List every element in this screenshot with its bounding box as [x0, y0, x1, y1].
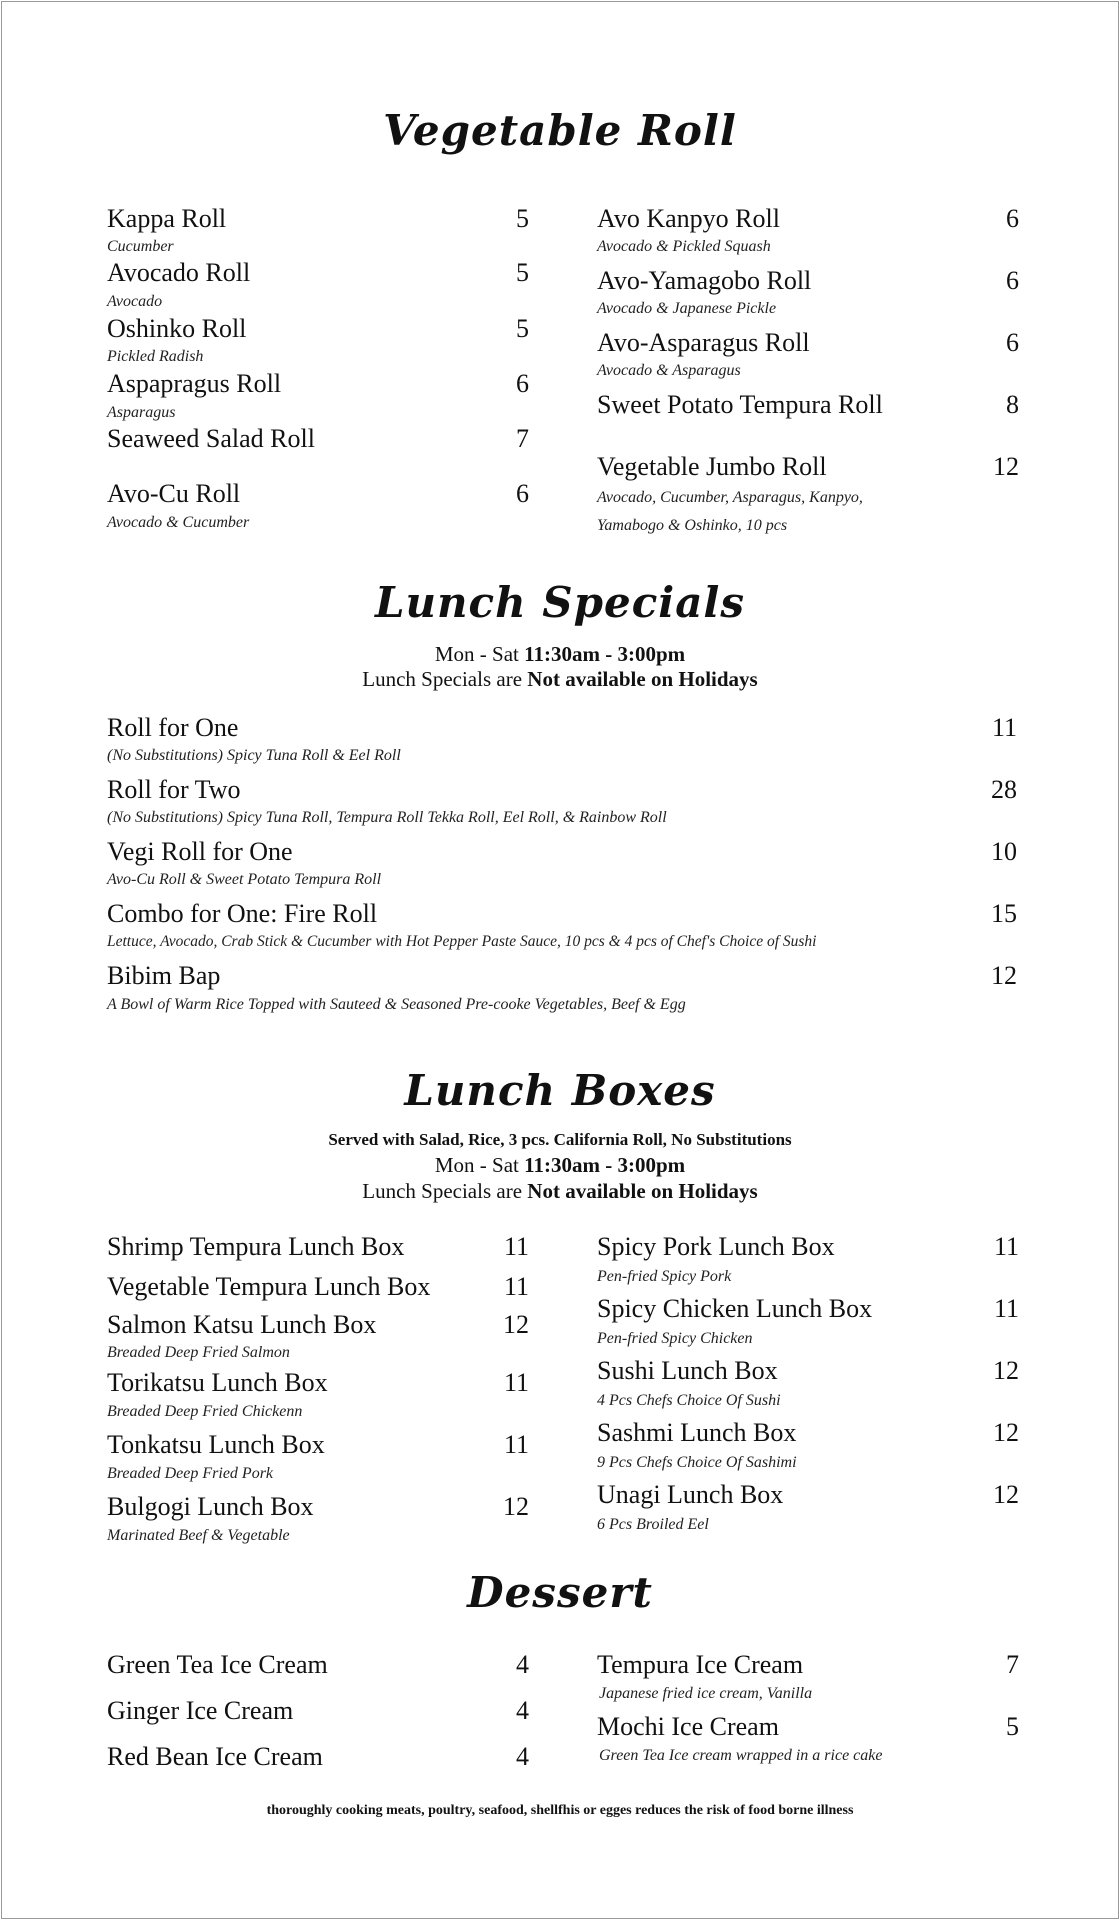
- menu-item-name: Sweet Potato Tempura Roll: [597, 390, 883, 419]
- menu-item-desc: Avocado & Cucumber: [107, 514, 250, 531]
- menu-item-price: 6: [1006, 328, 1019, 357]
- menu-item-desc: Avocado & Asparagus: [597, 362, 741, 379]
- menu-item-price: 11: [503, 1430, 529, 1459]
- menu-item-desc: Yamabogo & Oshinko, 10 pcs: [597, 517, 788, 534]
- hours-prefix: Mon - Sat: [434, 1153, 519, 1177]
- lunch-boxes-hours: [2, 1152, 1118, 1178]
- menu-item-desc: A Bowl of Warm Rice Topped with Sauteed & Seasoned Pre-cooke Vegetables, Beef & Egg: [107, 996, 686, 1013]
- menu-item-desc: Japanese fried ice cream, Vanilla: [599, 1685, 813, 1702]
- note-value: Not available on Holidays: [527, 667, 758, 691]
- menu-item-price: 11: [993, 1232, 1019, 1261]
- menu-item-name: Avo-Yamagobo Roll: [597, 266, 812, 295]
- menu-item-name: Oshinko Roll: [107, 314, 247, 343]
- menu-item-name: Unagi Lunch Box: [597, 1480, 784, 1509]
- menu-page: [1, 1, 1119, 1919]
- menu-item-desc: Pen-fried Spicy Pork: [597, 1268, 732, 1285]
- lunch-specials-hours: [2, 641, 1118, 667]
- menu-item-desc: Breaded Deep Fried Chickenn: [107, 1403, 303, 1420]
- hours-value: 11:30am - 3:00pm: [524, 1153, 686, 1177]
- menu-item-name: Kappa Roll: [107, 204, 227, 233]
- note-prefix: Lunch Specials are: [362, 1179, 523, 1203]
- menu-item-name: Tonkatsu Lunch Box: [107, 1430, 325, 1459]
- menu-item-price: 12: [503, 1492, 529, 1521]
- menu-item-price: 7: [516, 424, 529, 453]
- menu-item-name: Seaweed Salad Roll: [107, 424, 315, 453]
- menu-item-name: Avo-Asparagus Roll: [597, 328, 810, 357]
- menu-item-price: 12: [503, 1310, 529, 1339]
- menu-item-price: 4: [516, 1696, 529, 1725]
- menu-item-name: Roll for Two: [107, 775, 241, 804]
- lunch-boxes-note: [2, 1178, 1118, 1204]
- menu-item-name: Combo for One: Fire Roll: [107, 899, 378, 928]
- menu-item-name: Aspapragus Roll: [107, 369, 282, 398]
- menu-item-price: 6: [1006, 204, 1019, 233]
- menu-item-name: Avo Kanpyo Roll: [597, 204, 780, 233]
- menu-item-desc: 9 Pcs Chefs Choice Of Sashimi: [597, 1454, 797, 1471]
- hours-value: 11:30am - 3:00pm: [524, 642, 686, 666]
- menu-item-desc: (No Substitutions) Spicy Tuna Roll, Tempura Roll Tekka Roll, Eel Roll, & Rainbow Roll: [107, 809, 667, 826]
- food-safety-disclaimer: thoroughly cooking meats, poultry, seafood, shellfhis or egges reduces the risk of food borne illness: [266, 1803, 854, 1818]
- menu-item-desc: Avocado & Japanese Pickle: [597, 300, 777, 317]
- menu-item-price: 5: [516, 314, 529, 343]
- menu-item-name: Vegi Roll for One: [107, 837, 293, 866]
- menu-item-desc: Pen-fried Spicy Chicken: [597, 1330, 753, 1347]
- menu-item-desc: Pickled Radish: [107, 348, 204, 365]
- menu-item-price: 5: [516, 258, 529, 287]
- menu-item-price: 11: [503, 1232, 529, 1261]
- menu-item-desc: Green Tea Ice cream wrapped in a rice cake: [599, 1747, 883, 1764]
- menu-item-price: 11: [993, 1294, 1019, 1323]
- menu-item-name: Roll for One: [107, 713, 239, 742]
- menu-item-name: Torikatsu Lunch Box: [107, 1368, 328, 1397]
- menu-item-name: Spicy Chicken Lunch Box: [597, 1294, 873, 1323]
- menu-item-name: Sashmi Lunch Box: [597, 1418, 797, 1447]
- menu-item-desc: (No Substitutions) Spicy Tuna Roll & Eel Roll: [107, 747, 401, 764]
- menu-item-name: Salmon Katsu Lunch Box: [107, 1310, 377, 1339]
- note-prefix: Lunch Specials are: [362, 667, 523, 691]
- menu-item-desc: Lettuce, Avocado, Crab Stick & Cucumber with Hot Pepper Paste Sauce, 10 pcs & 4 pcs of Chef's Choice of Sushi: [107, 933, 817, 950]
- lunch-specials-note: [2, 666, 1118, 692]
- menu-item-price: 12: [993, 1418, 1019, 1447]
- menu-item-price: 6: [1006, 266, 1019, 295]
- menu-item-price: 12: [993, 452, 1019, 481]
- menu-item-price: 12: [993, 1480, 1019, 1509]
- menu-item-price: 11: [503, 1368, 529, 1397]
- menu-item-name: Tempura Ice Cream: [597, 1650, 804, 1679]
- menu-item-name: Avocado Roll: [107, 258, 251, 287]
- menu-item-name: Sushi Lunch Box: [597, 1356, 778, 1385]
- menu-item-desc: Avocado: [107, 293, 163, 310]
- menu-item-name: Bibim Bap: [107, 961, 221, 990]
- lunch-boxes-heading: Lunch Boxes: [404, 1066, 716, 1115]
- menu-item-name: Green Tea Ice Cream: [107, 1650, 328, 1679]
- menu-item-price: 6: [516, 479, 529, 508]
- lunch-specials-heading: Lunch Specials: [374, 578, 746, 627]
- menu-item-name: Red Bean Ice Cream: [107, 1742, 323, 1771]
- menu-item-price: 10: [991, 837, 1017, 866]
- menu-item-price: 28: [991, 775, 1017, 804]
- menu-item-desc: Avo-Cu Roll & Sweet Potato Tempura Roll: [107, 871, 382, 888]
- menu-item-name: Mochi Ice Cream: [597, 1712, 779, 1741]
- menu-item-price: 4: [516, 1742, 529, 1771]
- menu-item-price: 8: [1006, 390, 1019, 419]
- menu-item-price: 7: [1006, 1650, 1019, 1679]
- menu-item-name: Vegetable Jumbo Roll: [597, 452, 827, 481]
- hours-prefix: Mon - Sat: [434, 642, 519, 666]
- menu-item-price: 5: [1006, 1712, 1019, 1741]
- lunch-boxes-served: Served with Salad, Rice, 3 pcs. California Roll, No Substitutions: [328, 1130, 792, 1149]
- menu-item-desc: Avocado & Pickled Squash: [597, 238, 771, 255]
- menu-item-desc: 6 Pcs Broiled Eel: [597, 1516, 709, 1533]
- menu-item-name: Vegetable Tempura Lunch Box: [107, 1272, 431, 1301]
- menu-item-name: Spicy Pork Lunch Box: [597, 1232, 835, 1261]
- menu-item-price: 5: [516, 204, 529, 233]
- menu-item-name: Avo-Cu Roll: [107, 479, 241, 508]
- menu-item-name: Bulgogi Lunch Box: [107, 1492, 314, 1521]
- menu-item-name: Ginger Ice Cream: [107, 1696, 294, 1725]
- menu-item-price: 6: [516, 369, 529, 398]
- menu-item-desc: 4 Pcs Chefs Choice Of Sushi: [597, 1392, 781, 1409]
- menu-item-desc: Breaded Deep Fried Pork: [107, 1465, 274, 1482]
- note-value: Not available on Holidays: [527, 1179, 758, 1203]
- vegetable-roll-heading: Vegetable Roll: [383, 106, 737, 155]
- menu-item-desc: Avocado, Cucumber, Asparagus, Kanpyo,: [597, 489, 863, 506]
- menu-item-price: 15: [991, 899, 1017, 928]
- menu-item-price: 12: [993, 1356, 1019, 1385]
- menu-item-desc: Asparagus: [107, 404, 176, 421]
- dessert-heading: Dessert: [467, 1568, 653, 1617]
- menu-item-desc: Cucumber: [107, 238, 174, 255]
- menu-item-price: 11: [991, 713, 1017, 742]
- menu-item-name: Shrimp Tempura Lunch Box: [107, 1232, 405, 1261]
- menu-item-desc: Breaded Deep Fried Salmon: [107, 1344, 290, 1361]
- menu-item-desc: Marinated Beef & Vegetable: [107, 1527, 290, 1544]
- menu-item-price: 11: [503, 1272, 529, 1301]
- menu-item-price: 12: [991, 961, 1017, 990]
- menu-item-price: 4: [516, 1650, 529, 1679]
